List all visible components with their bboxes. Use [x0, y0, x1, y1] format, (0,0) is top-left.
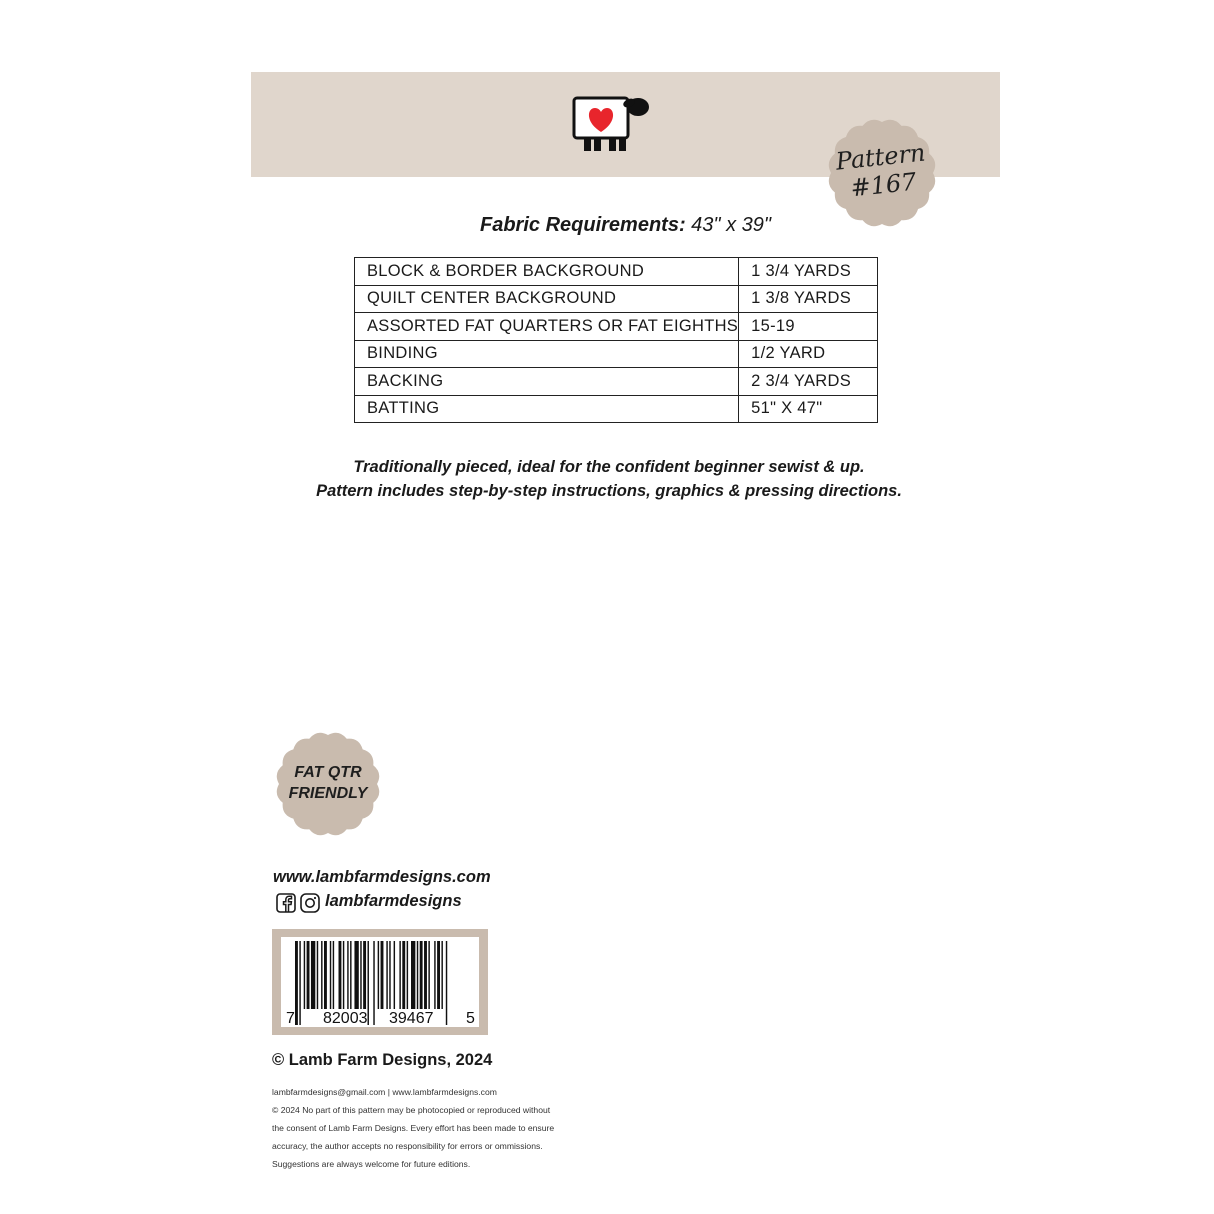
fabric-requirements-title	[251, 214, 1000, 237]
fine-print-line: the consent of Lamb Farm Designs. Every effort has been made to ensure	[272, 1123, 555, 1133]
sheep-with-heart-icon	[571, 94, 651, 154]
pattern-number: #167	[849, 167, 918, 203]
fabric-item: BLOCK & BORDER BACKGROUND	[355, 258, 739, 286]
fine-print-line: accuracy, the author accepts no responsibility for errors or ommissions.	[272, 1141, 543, 1151]
fine-print	[272, 1083, 612, 1173]
barcode-bars	[281, 937, 479, 1027]
fine-print-line: © 2024 No part of this pattern may be photocopied or reproduced without	[272, 1105, 551, 1115]
copyright-notice: © Lamb Farm Designs, 2024	[272, 1051, 493, 1069]
fat-quarter-friendly-badge	[274, 730, 382, 838]
barcode-digits-group-1: 82003	[323, 1010, 368, 1027]
fabric-requirements-table	[354, 257, 878, 423]
barcode-digits-group-2: 39467	[389, 1010, 434, 1027]
finished-size: 43" x 39"	[691, 214, 771, 236]
fabric-quantity: 2 3/4 YARDS	[739, 368, 878, 396]
fine-print-line: lambfarmdesigns@gmail.com | www.lambfarmdesigns.com	[272, 1087, 497, 1097]
fabric-title-label: Fabric Requirements:	[480, 214, 686, 236]
pattern-number-badge	[826, 117, 938, 229]
pattern-label: Pattern	[834, 138, 927, 176]
pattern-number-text	[823, 137, 940, 204]
table-row	[355, 395, 878, 423]
fat-line-1: FAT QTR	[294, 764, 362, 781]
barcode	[281, 937, 479, 1027]
table-row	[355, 285, 878, 313]
fabric-item: BACKING	[355, 368, 739, 396]
table-row	[355, 313, 878, 341]
fabric-item: ASSORTED FAT QUARTERS OR FAT EIGHTHS	[355, 313, 739, 341]
fabric-item: BINDING	[355, 340, 739, 368]
fat-quarter-text	[274, 762, 382, 804]
fabric-quantity: 51" X 47"	[739, 395, 878, 423]
fabric-item: BATTING	[355, 395, 739, 423]
fabric-quantity: 1/2 YARD	[739, 340, 878, 368]
barcode-digit-last: 5	[466, 1010, 475, 1027]
table-row	[355, 340, 878, 368]
fabric-quantity: 1 3/4 YARDS	[739, 258, 878, 286]
fabric-quantity: 15-19	[739, 313, 878, 341]
social-handle[interactable]: lambfarmdesigns	[325, 892, 462, 910]
instagram-icon[interactable]	[300, 893, 320, 913]
table-row	[355, 368, 878, 396]
barcode-frame	[272, 929, 488, 1035]
facebook-icon[interactable]	[276, 893, 296, 913]
table-row	[355, 258, 878, 286]
fat-line-2: FRIENDLY	[288, 785, 368, 802]
fabric-item: QUILT CENTER BACKGROUND	[355, 285, 739, 313]
website-link[interactable]: www.lambfarmdesigns.com	[273, 868, 491, 886]
description-line-2: Pattern includes step-by-step instructions, graphics & pressing directions.	[316, 482, 902, 500]
fine-print-line: Suggestions are always welcome for future editions.	[272, 1159, 471, 1169]
fabric-quantity: 1 3/8 YARDS	[739, 285, 878, 313]
description-line-1: Traditionally pieced, ideal for the confident beginner sewist & up.	[353, 458, 865, 476]
barcode-digit-first: 7	[286, 1010, 295, 1027]
